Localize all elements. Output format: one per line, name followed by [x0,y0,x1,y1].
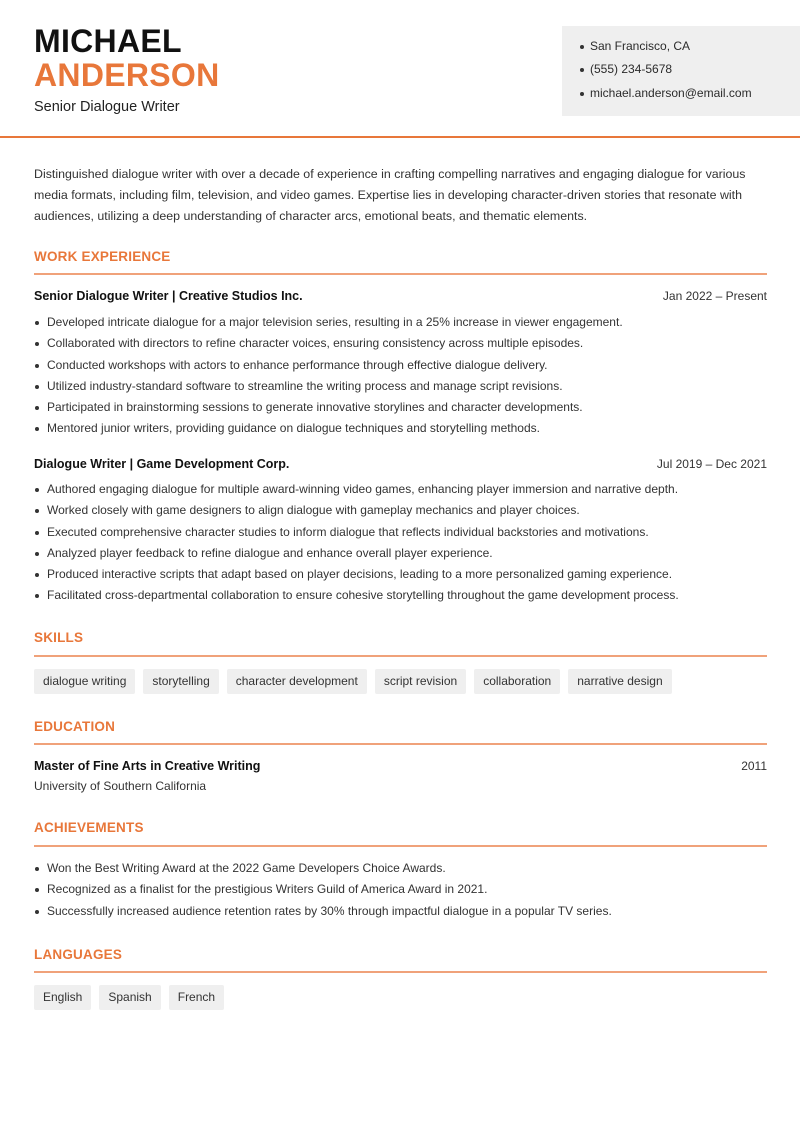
education-degree: Master of Fine Arts in Creative Writing [34,759,261,773]
list-item: Facilitated cross-departmental collaboration to ensure cohesive storytelling throughout the game development process. [34,585,774,606]
skill-tag: narrative design [568,669,671,694]
section-title-achievements: ACHIEVEMENTS [34,820,144,835]
list-item: Executed comprehensive character studies to inform dialogue that reflects individual backstories and motivations. [34,522,774,543]
skill-tag: character development [227,669,367,694]
job-dates: Jan 2022 – Present [662,289,767,303]
list-item: Worked closely with game designers to align dialogue with gameplay mechanics and player choices. [34,500,774,521]
section-title-education: EDUCATION [34,719,116,734]
skill-tag: script revision [375,669,466,694]
contact-box [562,26,800,116]
first-name: MICHAEL [34,23,182,59]
languages-list [34,985,224,1010]
list-item: Utilized industry-standard software to streamline the writing process and manage script revisions. [34,376,774,397]
list-item: Developed intricate dialogue for a major television series, resulting in a 25% increase in viewer engagement. [34,312,774,333]
contact-phone: (555) 234-5678 [580,61,800,84]
list-item: Participated in brainstorming sessions to generate innovative storylines and character developments. [34,397,774,418]
section-divider [34,655,767,657]
section-title-work: WORK EXPERIENCE [34,249,171,264]
job-header [34,457,767,475]
job-bullets [34,312,774,440]
section-divider [34,845,767,847]
list-item: Analyzed player feedback to refine dialogue and enhance overall player experience. [34,543,774,564]
section-divider [34,971,767,973]
list-item: Successfully increased audience retention rates by 30% through impactful dialogue in a popular TV series. [34,901,774,922]
job-dates: Jul 2019 – Dec 2021 [656,457,767,471]
resume-header [0,0,800,138]
list-item: Recognized as a finalist for the prestigious Writers Guild of America Award in 2021. [34,879,774,900]
list-item: Won the Best Writing Award at the 2022 Game Developers Choice Awards. [34,858,774,879]
contact-location: San Francisco, CA [580,38,800,61]
language-tag: Spanish [99,985,160,1010]
job-role: Senior Dialogue Writer | Creative Studios Inc. [34,289,303,303]
last-name: ANDERSON [34,57,220,93]
language-tag: English [34,985,91,1010]
achievements-list [34,858,774,922]
list-item: Collaborated with directors to refine character voices, ensuring consistency across multiple episodes. [34,333,774,354]
job-header [34,289,767,307]
section-divider [34,743,767,745]
summary: Distinguished dialogue writer with over a decade of experience in crafting compelling narratives and engaging dialogue for various media formats, including film, television, and video games. Expertise lies in developing character-driven stories that resonate with audiences, utilizing a deep understanding of character arcs, emotional beats, and thematic elements. [34,167,746,223]
skill-tag: dialogue writing [34,669,135,694]
section-title-languages: LANGUAGES [34,947,123,962]
skills-list [34,669,672,694]
list-item: Produced interactive scripts that adapt based on player decisions, leading to a more personalized gaming experience. [34,564,774,585]
education-school: University of Southern California [34,779,207,793]
section-title-skills: SKILLS [34,630,84,645]
education-year: 2011 [741,759,767,773]
list-item: Authored engaging dialogue for multiple award-winning video games, enhancing player immersion and narrative depth. [34,479,774,500]
job-role: Dialogue Writer | Game Development Corp. [34,457,290,471]
skill-tag: collaboration [474,669,560,694]
contact-email: michael.anderson@email.com [580,85,800,108]
list-item: Conducted workshops with actors to enhance performance through effective dialogue delivery. [34,355,774,376]
job-title: Senior Dialogue Writer [34,99,180,115]
job-bullets [34,479,774,607]
list-item: Mentored junior writers, providing guidance on dialogue techniques and storytelling methods. [34,418,774,439]
skill-tag: storytelling [143,669,218,694]
language-tag: French [169,985,224,1010]
section-divider [34,273,767,275]
